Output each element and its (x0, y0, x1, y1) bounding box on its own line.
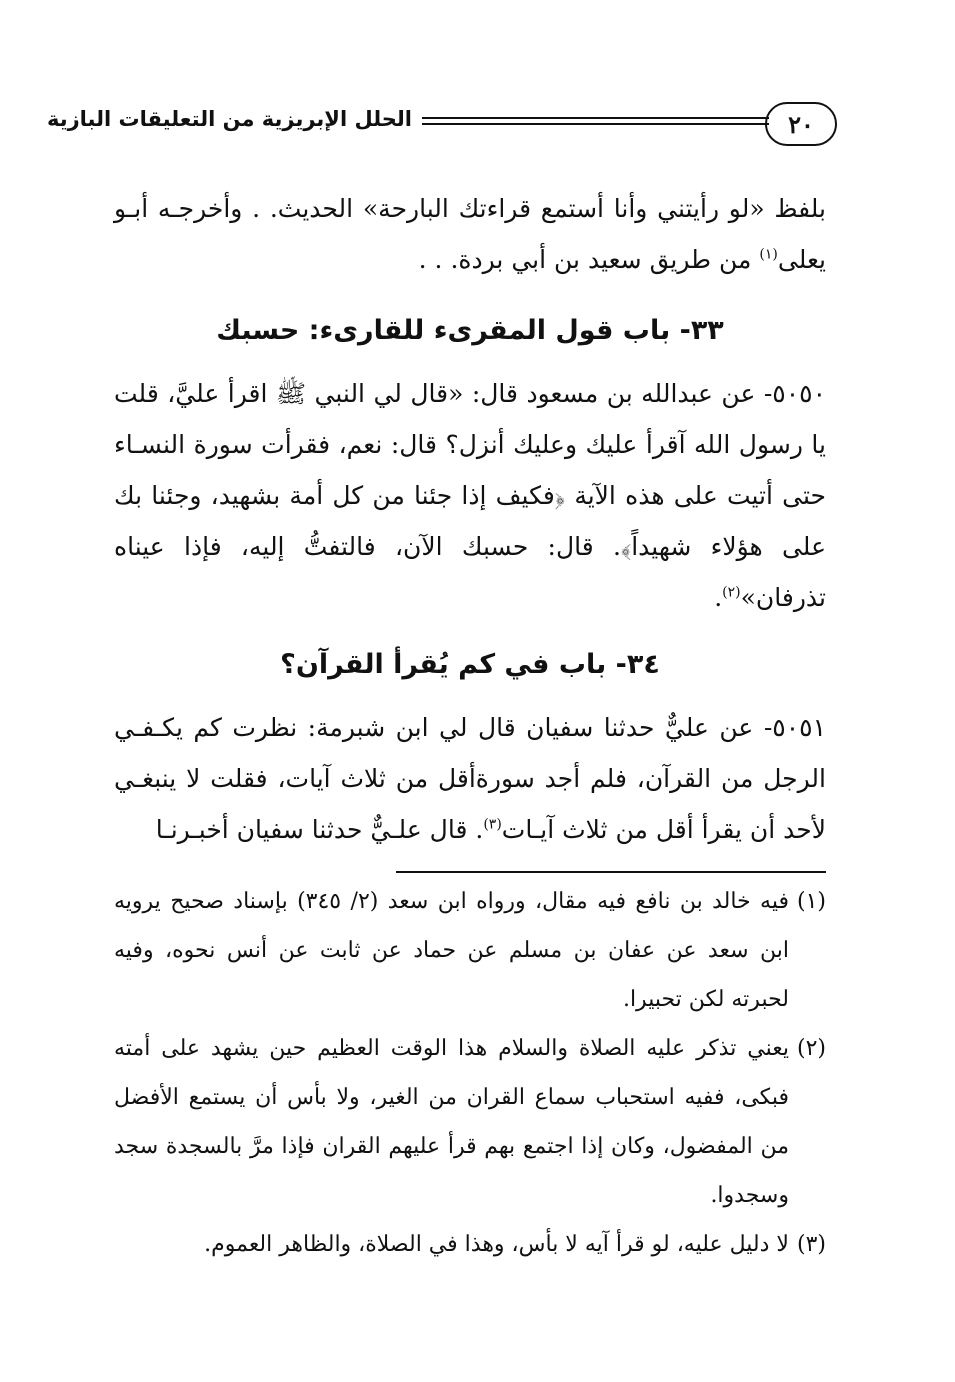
footnote-1 (114, 877, 826, 1024)
running-header (46, 100, 837, 152)
main-text (114, 183, 826, 1269)
intro-text: بلفظ «لو رأيتني وأنا أستمع قراءتك البارحة» الحديث. . وأخرجـه أبـو يعلى (114, 194, 826, 274)
hadith-5051-text: ٥٠٥١- عن عليٌّ حدثنا سفيان قال لي ابن شبرمة: نظرت كم يكـفـي الرجل من القرآن، فلم أجد سورةأقل من ثلاث آيات، فقلت لا ينبغـي لأحد أن يقرأ أقل من ثلاث آيـات (114, 713, 826, 844)
intro-paragraph (114, 183, 826, 285)
footnote-number: (٢) (796, 1036, 826, 1061)
footnote-divider (396, 871, 826, 873)
hadith-5050-text: ٥٠٥٠- عن عبدالله بن مسعود قال: «قال لي النبي ﷺ اقرأ عليَّ، قلت يا رسول الله آقرأ عليك وعليك أنزل؟ قال: نعم، فقرأت سورة النسـاء حتى أتيت على هذه الآية ﴿فكيف إذا جئنا من كل أمة بشهيد، وجئنا بك على هؤلاء شهيداً﴾. قال: حسبك الآن، فالتفتُّ إليه، فإذا عيناه تذرفان» (114, 379, 826, 612)
hadith-5051 (114, 702, 826, 855)
header-double-rule (422, 117, 769, 129)
footnote-2 (114, 1024, 826, 1220)
hadith-5050 (114, 368, 826, 623)
page-number: ٢٠ (765, 102, 837, 146)
footnote-text: لا دليل عليه، لو قرأ آيه لا بأس، وهذا في الصلاة، والظاهر العموم. (204, 1232, 789, 1257)
header-rule-top (422, 117, 769, 119)
footnote-text: يعني تذكر عليه الصلاة والسلام هذا الوقت العظيم حين يشهد على أمته فبكى، ففيه استحباب سماع القران من الغير، ولا بأس أن يستمع الأفضل من المفضول، وكان إذا اجتمع بهم قرأ عليهم القران فإذا مرَّ بالسجدة سجد وسجدوا. (114, 1036, 789, 1208)
footnote-ref-3[interactable]: (٣) (483, 816, 502, 833)
chapter-heading-34: ٣٤- باب في كم يُقرأ القرآن؟ (280, 649, 660, 680)
running-title: الحلل الإبريزية من التعليقات البازية (46, 107, 412, 131)
footnote-3 (114, 1220, 826, 1269)
chapter-heading-33: ٣٣- باب قول المقرىء للقارىء: حسبك (216, 315, 724, 346)
hadith-5051-end: . قال علـيٌّ حدثنا سفيان أخبـرنـا (155, 815, 484, 844)
hadith-5050-end: . (714, 583, 723, 612)
header-rule-bottom (422, 123, 769, 125)
footnote-ref-1[interactable]: (١) (759, 246, 778, 263)
footnotes (114, 877, 826, 1269)
intro-text-end: من طريق سعيد بن أبي بردة. . . (418, 245, 760, 274)
footnote-ref-2[interactable]: (٢) (722, 584, 741, 601)
footnote-text: فيه خالد بن نافع فيه مقال، ورواه ابن سعد (٢/ ٣٤٥) بإسناد صحيح يرويه ابن سعد عن عفان بن مسلم عن حماد عن ثابت عن أنس نحوه، وفيه لحبرته لكن تحبيرا. (114, 889, 789, 1012)
footnote-number: (١) (796, 889, 826, 914)
footnote-number: (٣) (796, 1232, 826, 1257)
